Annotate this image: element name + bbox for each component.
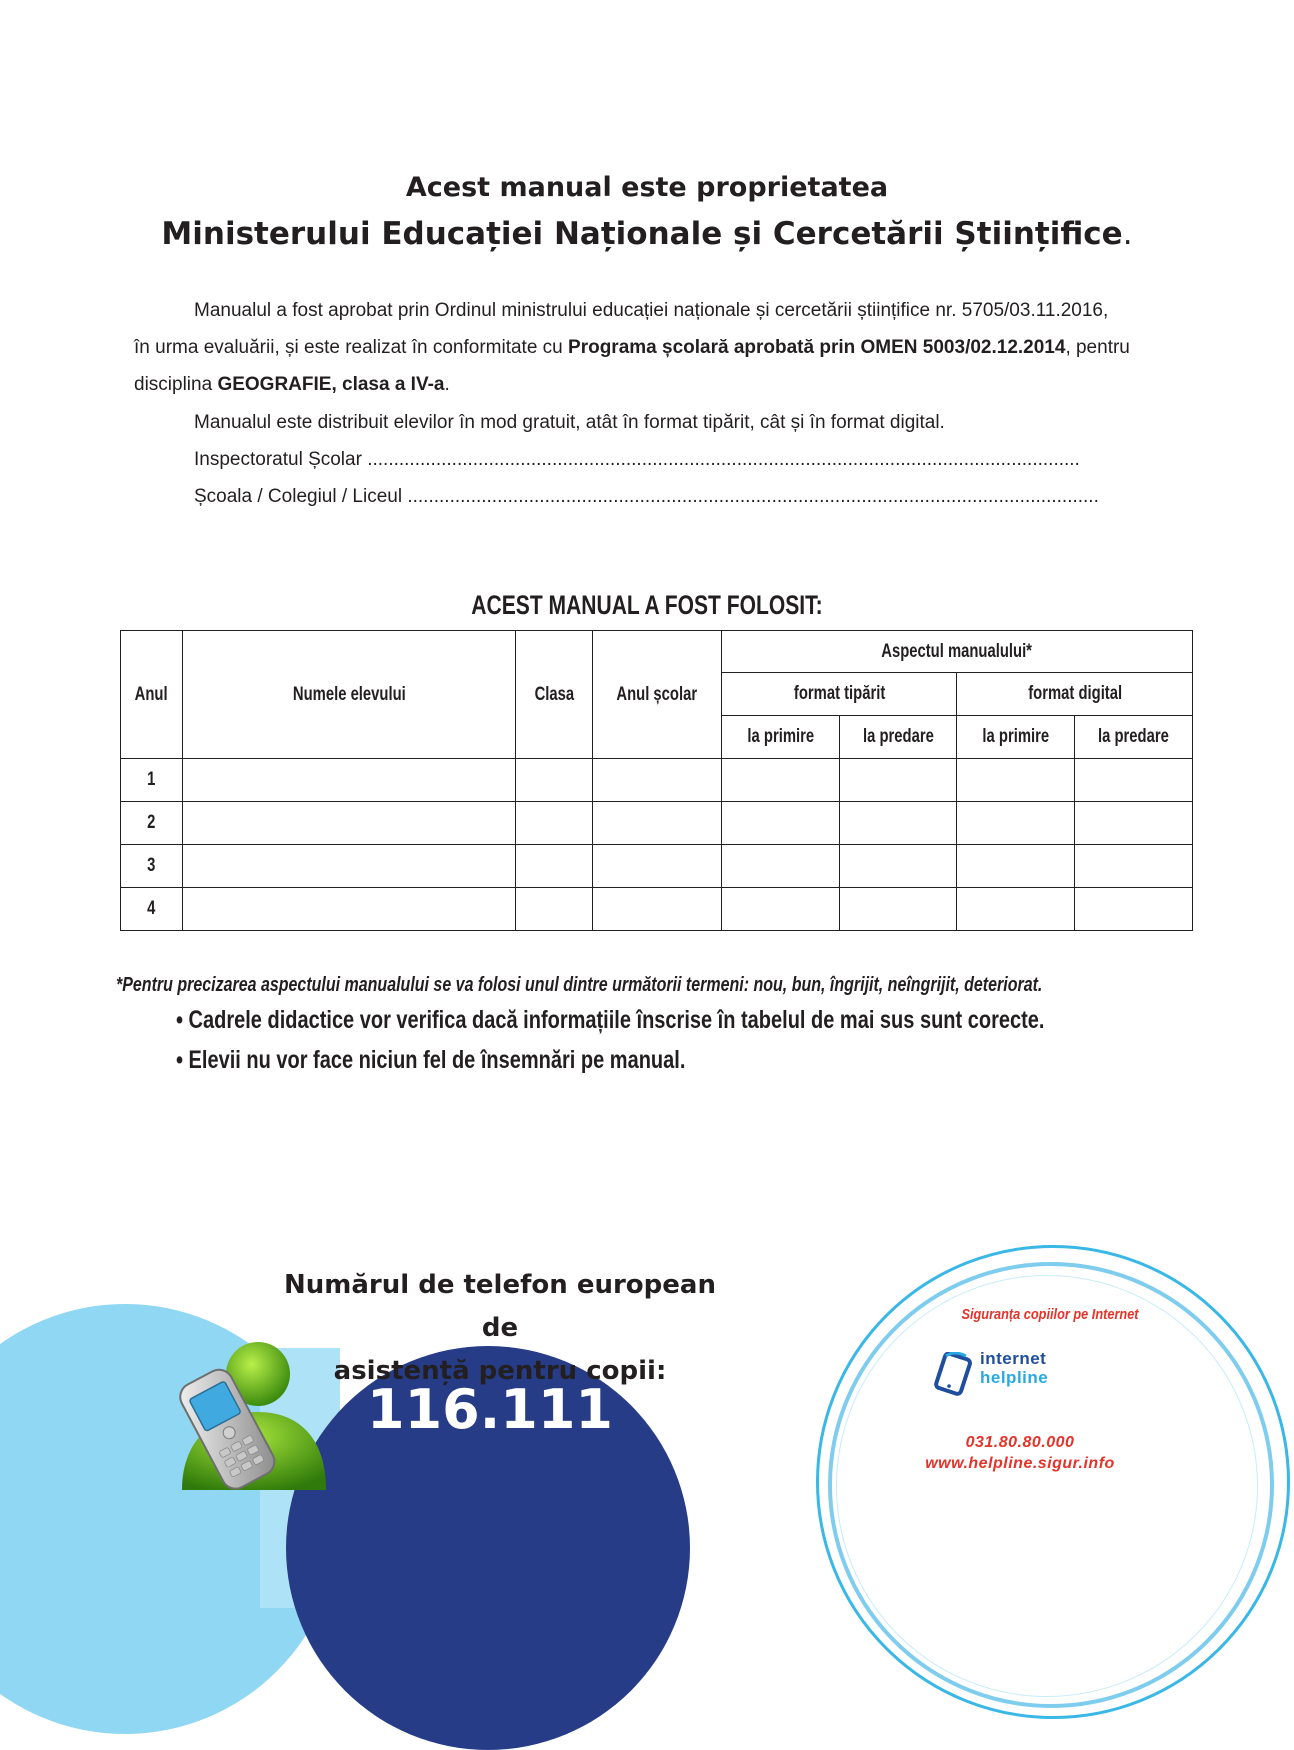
printed-received-cell[interactable] bbox=[721, 888, 839, 931]
col-header-school-year-text: Anul școlar bbox=[616, 683, 698, 705]
col-header-class bbox=[515, 631, 592, 759]
col-header-class-text: Clasa bbox=[534, 683, 574, 705]
ownership-statement: Acest manual este proprietatea bbox=[405, 172, 889, 203]
student-name-cell[interactable] bbox=[182, 888, 515, 931]
col-header-digital-returned-text: la predare bbox=[1098, 726, 1170, 747]
col-header-digital-received-text: la primire bbox=[982, 726, 1050, 747]
col-header-printed bbox=[721, 673, 957, 716]
digital-returned-cell[interactable] bbox=[1075, 802, 1193, 845]
digital-returned-cell[interactable] bbox=[1075, 888, 1193, 931]
row-number-text: 1 bbox=[147, 769, 156, 790]
digital-returned-cell[interactable] bbox=[1075, 845, 1193, 888]
col-header-student-text: Numele elevului bbox=[292, 683, 406, 705]
no-markings-note: • Elevii nu vor face niciun fel de însemnări pe manual. bbox=[176, 1046, 686, 1074]
digital-received-cell[interactable] bbox=[957, 845, 1075, 888]
school-year-cell[interactable] bbox=[593, 759, 722, 802]
curriculum-reference: Programa școlară aprobată prin OMEN 5003/02.12.2014 bbox=[568, 337, 1066, 358]
school-year-cell[interactable] bbox=[593, 802, 722, 845]
helpline-heading bbox=[270, 1264, 730, 1393]
free-distribution-note: Manualul este distribuit elevilor în mod gratuit, atât în format tipărit, cât și în format digital. bbox=[194, 412, 945, 433]
approval-text-1: Manualul a fost aprobat prin Ordinul ministrului educației naționale și cercetării științifice nr. 5705/03.11.2016, bbox=[194, 300, 1109, 321]
approval-text-2-end: , pentru bbox=[1065, 337, 1130, 358]
col-header-year bbox=[121, 631, 183, 759]
class-cell[interactable] bbox=[515, 802, 592, 845]
printed-received-cell[interactable] bbox=[721, 802, 839, 845]
col-header-digital-text: format digital bbox=[1027, 683, 1122, 704]
approval-text-2: în urma evaluării, și este realizat în conformitate cu bbox=[134, 337, 569, 358]
usage-table bbox=[120, 630, 1193, 931]
student-name-cell[interactable] bbox=[182, 759, 515, 802]
student-name-cell[interactable] bbox=[182, 845, 515, 888]
printed-returned-cell[interactable] bbox=[839, 888, 957, 931]
innermost-ring bbox=[836, 1275, 1258, 1697]
digital-received-cell[interactable] bbox=[957, 888, 1075, 931]
table-row bbox=[121, 888, 1193, 931]
row-number-text: 3 bbox=[147, 855, 156, 876]
aspect-footnote-text: *Pentru precizarea aspectului manualului se va folosi unul dintre următorii termeni: bbox=[116, 974, 754, 996]
printed-returned-cell[interactable] bbox=[839, 802, 957, 845]
col-header-digital-received bbox=[957, 716, 1075, 759]
digital-received-cell[interactable] bbox=[957, 802, 1075, 845]
col-header-printed-returned-text: la predare bbox=[862, 726, 934, 747]
school-year-cell[interactable] bbox=[593, 888, 722, 931]
student-name-cell[interactable] bbox=[182, 802, 515, 845]
internet-helpline-phone: 031.80.80.000 bbox=[965, 1434, 1075, 1451]
internet-safety-tagline: Siguranța copiilor pe Internet bbox=[961, 1306, 1139, 1323]
col-header-year-text: Anul bbox=[134, 683, 168, 705]
printed-returned-cell[interactable] bbox=[839, 759, 957, 802]
school-field: Școala / Colegiul / Liceul ................................................................................................................................... bbox=[194, 486, 1099, 507]
usage-table-title: ACEST MANUAL A FOST FOLOSIT: bbox=[471, 590, 823, 620]
approval-line-2 bbox=[134, 329, 1174, 366]
helpline-number: 116.111 bbox=[367, 1378, 613, 1441]
approval-paragraph bbox=[134, 292, 1174, 403]
col-header-digital bbox=[957, 673, 1193, 716]
row-number bbox=[121, 888, 183, 931]
approval-line-3 bbox=[134, 366, 1174, 403]
digital-returned-cell[interactable] bbox=[1075, 759, 1193, 802]
col-header-printed-text: format tipărit bbox=[793, 683, 885, 704]
helpline-heading-line-1: Numărul de telefon european de bbox=[284, 1270, 716, 1343]
approval-text-3: disciplina bbox=[134, 374, 218, 395]
logo-word-helpline: helpline bbox=[980, 1368, 1049, 1387]
col-header-school-year bbox=[593, 631, 722, 759]
printed-returned-cell[interactable] bbox=[839, 845, 957, 888]
class-cell[interactable] bbox=[515, 845, 592, 888]
digital-received-cell[interactable] bbox=[957, 759, 1075, 802]
row-number-text: 4 bbox=[147, 898, 156, 919]
row-number bbox=[121, 759, 183, 802]
internet-helpline-url[interactable]: www.helpline.sigur.info bbox=[925, 1455, 1115, 1472]
col-header-printed-returned bbox=[839, 716, 957, 759]
approval-text-3-end: . bbox=[444, 374, 450, 395]
class-cell[interactable] bbox=[515, 759, 592, 802]
aspect-footnote bbox=[116, 974, 1042, 997]
row-number bbox=[121, 845, 183, 888]
tablet-logo-icon bbox=[932, 1352, 980, 1398]
row-number-text: 2 bbox=[147, 812, 156, 833]
table-row bbox=[121, 759, 1193, 802]
discipline-name: GEOGRAFIE, clasa a IV-a bbox=[217, 374, 445, 395]
col-header-aspect-text: Aspectul manualului* bbox=[881, 640, 1033, 662]
col-header-aspect bbox=[721, 631, 1192, 673]
logo-word-internet: internet bbox=[980, 1349, 1047, 1368]
inspectorate-field: Inspectoratul Școlar ....................................................................................................................................... bbox=[194, 449, 1080, 470]
col-header-printed-received-text: la primire bbox=[746, 726, 814, 747]
school-year-cell[interactable] bbox=[593, 845, 722, 888]
teacher-verification-note: • Cadrele didactice vor verifica dacă informațiile înscrise în tabelul de mai sus sunt corecte. bbox=[176, 1006, 1045, 1034]
ministry-name-period: . bbox=[1122, 216, 1133, 252]
aspect-terms: nou, bun, îngrijit, neîngrijit, deteriorat. bbox=[753, 974, 1043, 996]
col-header-digital-returned bbox=[1075, 716, 1193, 759]
col-header-printed-received bbox=[721, 716, 839, 759]
approval-line-1 bbox=[134, 292, 1174, 329]
helpline-heading-line-2: asistență pentru copii: bbox=[333, 1356, 667, 1386]
table-row bbox=[121, 845, 1193, 888]
ministry-name-text: Ministerului Educației Naționale și Cercetării Științifice bbox=[161, 216, 1123, 252]
printed-received-cell[interactable] bbox=[721, 845, 839, 888]
row-number bbox=[121, 802, 183, 845]
table-row bbox=[121, 802, 1193, 845]
printed-received-cell[interactable] bbox=[721, 759, 839, 802]
col-header-student bbox=[182, 631, 515, 759]
class-cell[interactable] bbox=[515, 888, 592, 931]
ministry-name bbox=[0, 216, 1294, 252]
